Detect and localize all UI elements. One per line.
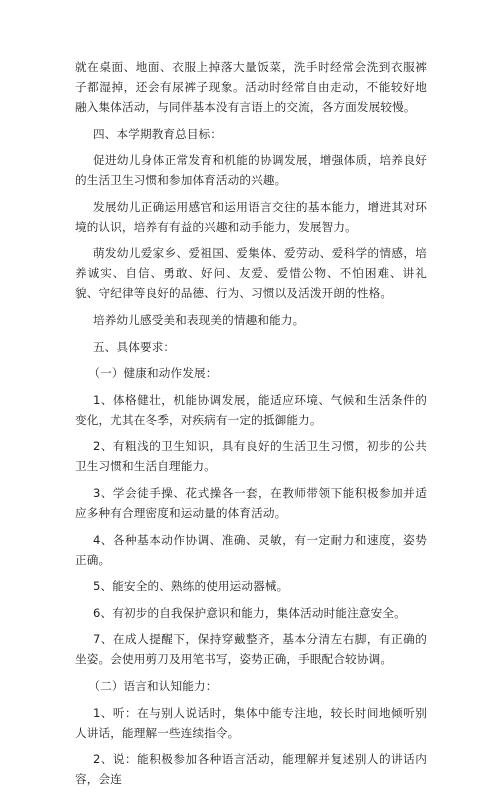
paragraph: 萌发幼儿爱家乡、爱祖国、爱集体、爱劳动、爱科学的情感，培养诚实、自信、勇敢、好问、友爱、爱惜公物、不怕困难、讲礼貌、守纪律等良好的品德、行为、习惯以及活泼开朗的性格。 (75, 246, 427, 301)
paragraph: 就在桌面、地面、衣服上掉落大量饭菜，洗手时经常会洗到衣服裤子都湿掉，还会有尿裤子现象。活动时经常自由走动，不能较好地融入集体活动，与同伴基本没有言语上的交流，各方面发展较慢。 (75, 60, 427, 114)
paragraph: 培养幼儿感受美和表现美的情趣和能力。 (92, 312, 305, 327)
paragraph: 1、体格健壮，机能协调发展，能适应环境、气候和生活条件的变化，尤其在冬季，对疾病有一定的抵御能力。 (75, 392, 427, 427)
paragraph: （二）语言和认知能力： (88, 678, 218, 693)
paragraph: 6、有初步的自我保护意识和能力，集体活动时能注意安全。 (92, 605, 406, 620)
paragraph: 7、在成人提醒下，保持穿戴整齐，基本分清左右脚，有正确的坐姿。会使用剪刀及用笔书写，姿势正确，手眼配合较协调。 (75, 632, 427, 667)
paragraph: 2、说：能积极参加各种语言活动，能理解并复述别人的讲话内容，会连 (75, 752, 427, 787)
paragraph: 发展幼儿正确运用感官和运用语言交往的基本能力，增进其对环境的认识，培养有有益的兴趣和动手能力，发展智力。 (75, 199, 427, 234)
paragraph: 3、学会徒手操、花式操各一套，在教师带领下能积极参加并适应多种有合理密度和运动量的体育活动。 (75, 485, 427, 520)
paragraph: 促进幼儿身体正常发育和机能的协调发展，增强体质，培养良好的生活卫生习惯和参加体育活动的兴趣。 (75, 153, 427, 188)
paragraph: 4、各种基本动作协调、准确、灵敏，有一定耐力和速度，姿势正确。 (75, 532, 427, 567)
paragraph: 5、能安全的、熟练的使用运动器械。 (92, 579, 289, 594)
paragraph: （一）健康和动作发展： (88, 366, 218, 381)
paragraph: 1、听：在与别人说话时，集体中能专注地，较长时间地倾听别人讲话，能理解一些连续指令。 (75, 705, 427, 740)
document-body (75, 57, 427, 796)
paragraph: 四、本学期教育总目标： (92, 126, 223, 141)
paragraph: 2、有粗浅的卫生知识，具有良好的生活卫生习惯，初步的公共卫生习惯和生活自理能力。 (75, 439, 427, 474)
paragraph: 五、具体要求： (92, 339, 176, 354)
